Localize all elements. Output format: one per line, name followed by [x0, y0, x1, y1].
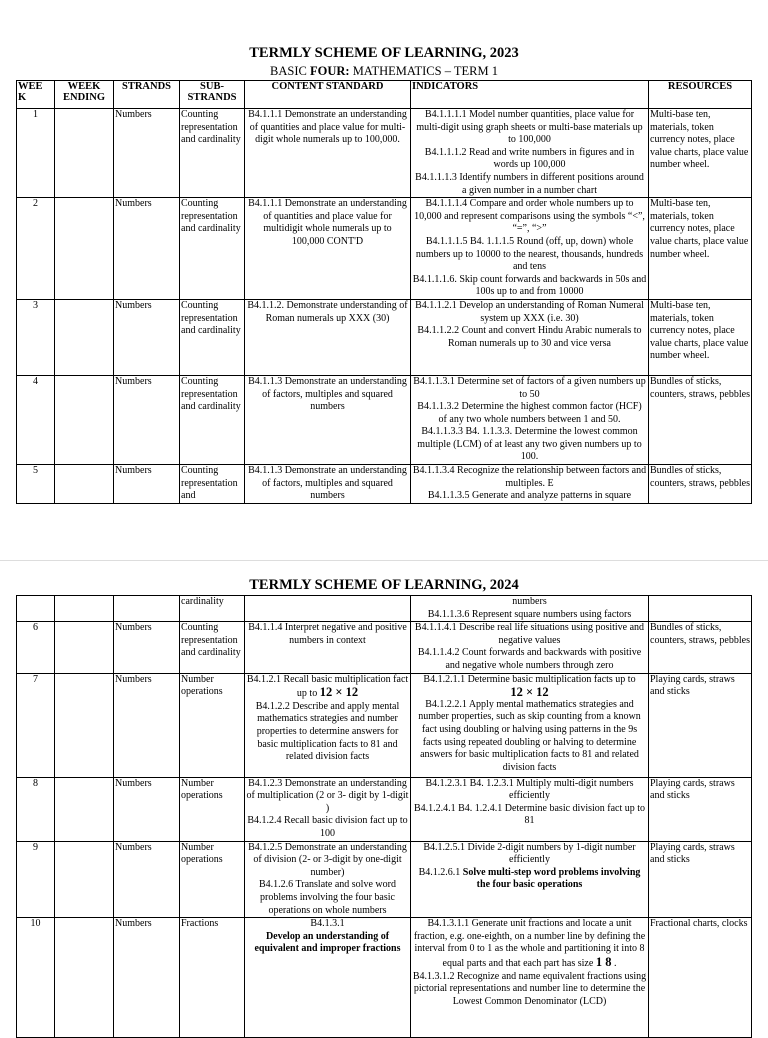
- table-row: 2 Numbers Counting representation and cardinality B4.1.1.1 Demonstrate an understanding of quantities and place value for multidigit whole numerals up to 100,000 CONT'D B4.1.1.1.4 Compare and order whole numbers up to 10,000 and represent comparisons using the symbols “<”, “=”, “>” B4.1.1.1.5 B4. 1.1.1.5 Round (off, up, down) whole numbers up to 10000 to the nearest, thousands, hundreds and tens B4.1.1.1.6. Skip count forwards and backwards in 50s and 100s up to and from 10000 Multi-base ten, materials, token currency notes, place value charts, place value number wheel.: [17, 198, 752, 300]
- page-title: TERMLY SCHEME OF LEARNING, 2023: [249, 45, 519, 61]
- header-strands: STRANDS: [114, 81, 180, 109]
- table-row: 1 Numbers Counting representation and cardinality B4.1.1.1 Demonstrate an understanding of quantities and place value for multi-digit whole numerals up to 100,000. B4.1.1.1.1 Model number quantities, place value for multi-digit using graph sheets or multi-base materials up to 100,000 B4.1.1.1.2 Read and write numbers in figures and in words up 100,000 B4.1.1.1.3 Identify numbers in different positions around a given number in a number chart Multi-base ten, materials, token currency notes, place value charts, place value number wheel.: [17, 109, 752, 198]
- table-row: 6 Numbers Counting representation and cardinality B4.1.1.4 Interpret negative and positive numbers in context B4.1.1.4.1 Describe real life situations using positive and negative values B4.1.1.4.2 Count forwards and backwards with positive and negative whole numbers through zero Bundles of sticks, counters, straws, pebbles: [17, 622, 752, 673]
- table-row: 10 Numbers Fractions B4.1.3.1 Develop an understanding of equivalent and improper fractions B4.1.3.1.1 Generate unit fractions and locate a unit fraction, e.g. one-eighth, on a number line by defining the interval from 0 to 1 as the whole and partitioning it into 8 equal parts and that each part has size 1 8 . B4.1.3.1.2 Recognize and name equivalent fractions using pictorial representations and number line to determine the Lowest Common Denominator (LCD) Fractional charts, clocks: [17, 918, 752, 1038]
- table-row-continued: cardinality numbers B4.1.1.3.6 Represent square numbers using factors: [17, 596, 752, 622]
- header-resources: RESOURCES: [649, 81, 752, 109]
- page-2: [0, 560, 768, 1025]
- table-row: 7 Numbers Number operations B4.1.2.1 Recall basic multiplication fact up to 12 × 12 B4.1.2.2 Describe and apply mental mathematics strategies and number properties to determine answers for basic multiplication facts to 81 and related division facts B4.1.2.1.1 Determine basic multiplication facts up to 12 × 12 B4.1.2.2.1 Apply mental mathematics strategies and number properties, such as skip counting from a known fact using doubling or halving using patterns in the 9s facts using repeated doubling or halving to determine answers for basic multiplication facts to 81 and related division facts Playing cards, straws and sticks: [17, 673, 752, 777]
- table-row: 3 Numbers Counting representation and cardinality B4.1.1.2. Demonstrate understanding of Roman numerals up XXX (30) B4.1.1.2.1 Develop an understanding of Roman Numeral system up XXX (i.e. 30) B4.1.1.2.2 Count and convert Hindu Arabic numerals to Roman numerals up to 30 and vice versa Multi-base ten, materials, token currency notes, place value charts, place value number wheel.: [17, 299, 752, 375]
- table-row: 4 Numbers Counting representation and cardinality B4.1.1.3 Demonstrate an understanding of factors, multiples and squared numbers B4.1.1.3.1 Determine set of factors of a given numbers up to 50 B4.1.1.3.2 Determine the highest common factor (HCF) of any two whole numbers between 1 and 50. B4.1.1.3.3 B4. 1.1.3.3. Determine the lowest common multiple (LCM) of at least any two given numbers up to 100. Bundles of sticks, counters, straws, pebbles: [17, 375, 752, 464]
- header-content-standard: CONTENT STANDARD: [245, 81, 411, 109]
- scheme-table-page-2: [16, 595, 752, 1038]
- page-subtitle: BASIC FOUR: MATHEMATICS – TERM 1: [270, 64, 498, 78]
- header-week: WEE K: [17, 81, 55, 109]
- page-title: TERMLY SCHEME OF LEARNING, 2024: [249, 577, 519, 593]
- table-header-row: [17, 81, 752, 109]
- header-sub-strands: SUB- STRANDS: [180, 81, 245, 109]
- header-week-ending: WEEK ENDING: [55, 81, 114, 109]
- table-row: 5 Numbers Counting representation and B4.1.1.3 Demonstrate an understanding of factors, multiples and squared numbers B4.1.1.3.4 Recognize the relationship between factors and multiples. E B4.1.1.3.5 Generate and analyze patterns in square Bundles of sticks, counters, straws, pebbles: [17, 465, 752, 504]
- table-row: 8 Numbers Number operations B4.1.2.3 Demonstrate an understanding of multiplication (2 or 3- digit by 1-digit ) B4.1.2.4 Recall basic division fact up to 100 B4.1.2.3.1 B4. 1.2.3.1 Multiply multi-digit numbers efficiently B4.1.2.4.1 B4. 1.2.4.1 Determine basic division fact up to 81 Playing cards, straws and sticks: [17, 777, 752, 841]
- table-row: 9 Numbers Number operations B4.1.2.5 Demonstrate an understanding of division (2- or 3-digit by one-digit number) B4.1.2.6 Translate and solve word problems involving the four basic operations on whole numbers B4.1.2.5.1 Divide 2-digit numbers by 1-digit number efficiently B4.1.2.6.1 Solve multi-step word problems involving the four basic operations Playing cards, straws and sticks: [17, 841, 752, 918]
- scheme-table-page-1: [16, 80, 752, 504]
- header-indicators: INDICATORS: [411, 81, 649, 109]
